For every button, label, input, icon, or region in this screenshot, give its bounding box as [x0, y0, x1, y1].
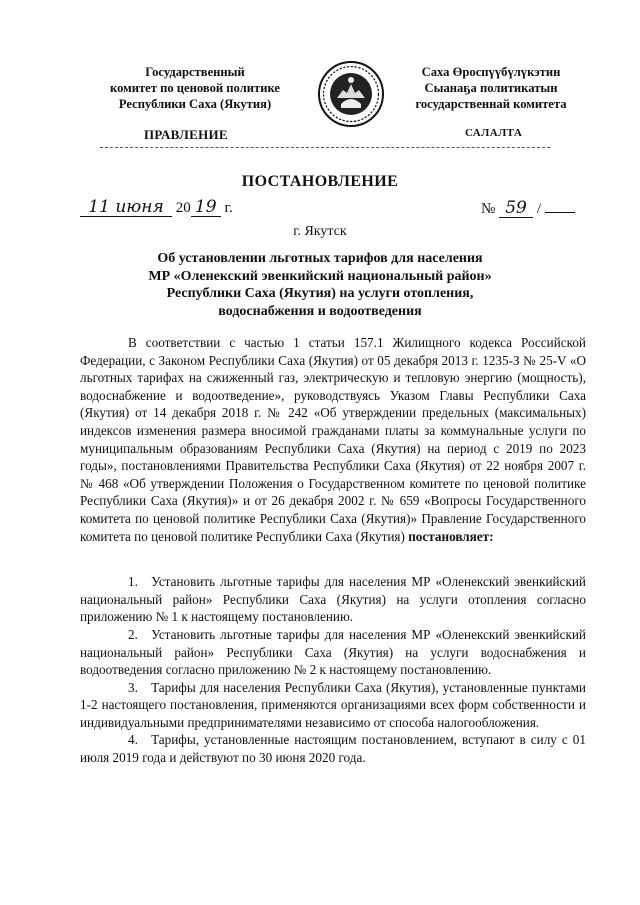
header-left-line: Государственный	[145, 65, 245, 79]
board-label-ru: ПРАВЛЕНИЕ	[144, 127, 228, 142]
title-line: Республики Саха (Якутия) на услуги отопления,	[166, 286, 474, 301]
resolution-item: 3. Тарифы для населения Республики Саха (Якутия), установленные пунктами 1-2 настоящего постановления, применяются организациями всех форм собственности и индивидуальными предпринимателями независимо от способа налогообложения.	[80, 679, 586, 730]
resolution-item: 2. Установить льготные тарифы для населения МР «Оленекский эвенкийский национальный район» Республики Саха (Якутия) на услуги водоснабжения и водоотведения согласно приложению № 2 к настоящему постановлению.	[80, 626, 586, 678]
document-type-heading: ПОСТАНОВЛЕНИЕ	[241, 173, 399, 190]
preamble-text: В соответствии с частью 1 статьи 157.1 Жилищного кодекса Российской Федерации, с Законом Республики Саха (Якутия) от 05 декабря 2013 г. 1235-З № 25-V «О льготных тарифах на сжиженный газ, электрическую и тепловую энергию (мощность), водоснабжение и водоотведение», руководствуясь Указом Главы Республики Саха (Якутия) от 14 декабря 2018 г. № 242 «Об утверждении предельных (максимальных) индексов изменения размера вносимой гражданами платы за коммунальные услуги по муниципальным образованиям Республики Саха (Якутия) на период с 2019 по 2023 годы», постановлениями Правительства Республики Саха (Якутия) от 22 ноября 2007 г. № 468 «Об утверждении Положения о Государственном комитете по ценовой политике Республики Саха (Якутия)» и от 26 декабря 2002 г. № 659 «Вопросы Государственного комитета по ценовой политике Республики Саха (Якутия)» Правление Государственного комитета по ценовой политике Республики Саха (Якутия)	[80, 335, 586, 544]
resolution-item: 1. Установить льготные тарифы для населения МР «Оленекский эвенкийский национальный район» Республики Саха (Якутия) на услуги отопления согласно приложению № 1 к настоящему постановлению.	[80, 574, 586, 625]
header-left-line: Республики Саха (Якутия)	[118, 97, 272, 111]
header-right-line: Сыанаҕа политикатын	[424, 81, 558, 95]
header-left-organization	[82, 64, 308, 112]
date-year-suffix: 19	[191, 198, 221, 217]
title-line: водоснабжения и водоотведения	[218, 303, 422, 319]
document-date	[80, 198, 233, 217]
board-label-sakha: САЛАЛТА	[465, 127, 523, 139]
document-body	[80, 334, 586, 767]
coat-of-arms-icon	[317, 60, 385, 128]
document-number	[481, 198, 575, 218]
header-right-organization	[398, 64, 584, 112]
preamble-paragraph	[80, 334, 586, 545]
header-left-line: комитет по ценовой политике	[110, 81, 280, 95]
date-year-prefix: 20	[175, 200, 191, 216]
header-right-line: государственнай комитета	[415, 97, 567, 111]
resolution-item: 4. Тарифы, установленные настоящим постановлением, вступают в силу с 01 июля 2019 года и действуют по 30 июня 2020 года.	[80, 732, 586, 766]
number-separator: /	[536, 201, 541, 217]
date-year-unit: г.	[224, 200, 233, 216]
document-title	[130, 250, 510, 320]
number-prefix: №	[481, 201, 496, 217]
header-right-line: Саха Өроспүүбүлүкэтин	[421, 65, 561, 79]
number-blank	[545, 198, 575, 213]
header-divider	[100, 147, 550, 148]
issue-city: г. Якутск	[293, 224, 347, 239]
date-day-month: 11 июня	[80, 198, 172, 217]
number-value: 59	[499, 199, 533, 218]
title-line: Об установлении льготных тарифов для населения	[157, 251, 483, 266]
title-line: МР «Оленекский эвенкийский национальный район»	[148, 268, 492, 284]
preamble-resolution-word: постановляет:	[408, 528, 494, 544]
